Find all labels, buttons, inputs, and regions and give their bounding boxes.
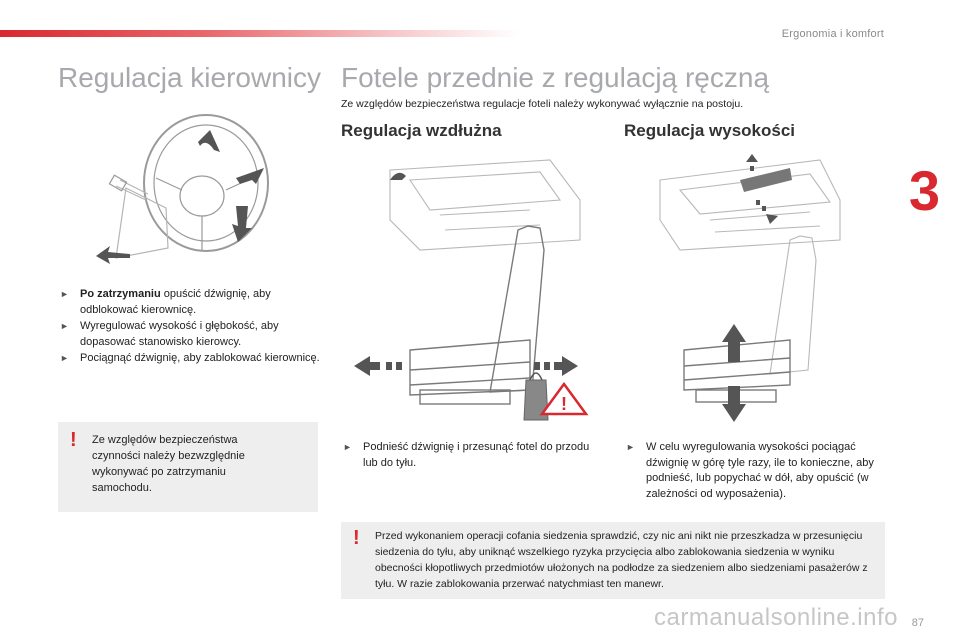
hazard-triangle-icon: !	[561, 394, 567, 414]
section-tab: Ergonomia i komfort	[781, 28, 884, 40]
list-item	[58, 351, 320, 367]
arrow-bullet-icon: ►	[60, 289, 69, 299]
steering-warning-box	[58, 422, 318, 512]
seats-warning-text: Przed wykonaniem operacji cofania siedzenia sprawdzić, czy nic ani nikt nie przeszkadza w przesunięciu siedzenia do tyłu, aby uniknąć wszelkiego ryzyka przycięcia albo zablokowania siedzenia w wyniku obecności kłopotliwych przedmiotów ułożonych na podłodze za siedzeniem albo siedzeniami pasażerów z tyłu. W razie zablokowania przerwać natychmiast ten manewr.	[375, 530, 868, 590]
height-title: Regulacja wysokości	[624, 121, 796, 140]
longitudinal-instructions	[341, 440, 591, 472]
seats-title: Fotele przednie z regulacją ręczną	[341, 62, 770, 93]
chapter-number: 3	[908, 159, 940, 222]
seats-warning-box	[341, 522, 885, 599]
top-accent-bar	[0, 30, 520, 37]
list-item	[341, 440, 591, 471]
bullet-text: Wyregulować wysokość i głębokość, aby dopasować stanowisko kierowcy.	[80, 320, 279, 348]
exclamation-warning-icon: !	[353, 527, 360, 549]
steering-instructions	[58, 287, 320, 368]
seats-intro: Ze względów bezpieczeństwa regulacje foteli należy wykonywać wyłącznie na postoju.	[341, 98, 744, 110]
bullet-text: Pociągnąć dźwignię, aby zablokować kierownicę.	[80, 352, 320, 364]
list-item	[58, 319, 320, 350]
page-number: 87	[911, 617, 924, 629]
exclamation-warning-icon: !	[70, 429, 77, 451]
arrow-bullet-icon: ►	[343, 442, 352, 452]
longitudinal-seat-illustration	[350, 140, 600, 430]
arrow-bullet-icon: ►	[60, 353, 69, 363]
bullet-bold-lead: Po zatrzymaniu	[80, 288, 161, 300]
bullet-text: W celu wyregulowania wysokości pociągać dźwignię w górę tyle razy, ile to konieczne, aby podnieść, lub popychać w dół, aby opuścić (w zależności od wyposażenia).	[646, 441, 874, 500]
list-item	[624, 440, 886, 502]
bullet-text: opuścić dźwignię, aby odblokować kierownicę.	[80, 288, 271, 316]
steering-wheel-illustration	[86, 108, 286, 268]
height-seat-illustration	[640, 140, 860, 430]
longitudinal-title: Regulacja wzdłużna	[341, 121, 502, 140]
steering-title: Regulacja kierownicy	[58, 62, 322, 93]
arrow-bullet-icon: ►	[60, 321, 69, 331]
height-instructions	[624, 440, 886, 503]
bullet-text: Podnieść dźwignię i przesunąć fotel do przodu lub do tyłu.	[363, 441, 590, 469]
steering-warning-text: Ze względów bezpieczeństwa czynności należy bezwzględnie wykonywać po zatrzymaniu samochodu.	[92, 434, 245, 494]
watermark: carmanualsonline.info	[654, 604, 898, 631]
list-item	[58, 287, 320, 318]
arrow-bullet-icon: ►	[626, 442, 635, 452]
